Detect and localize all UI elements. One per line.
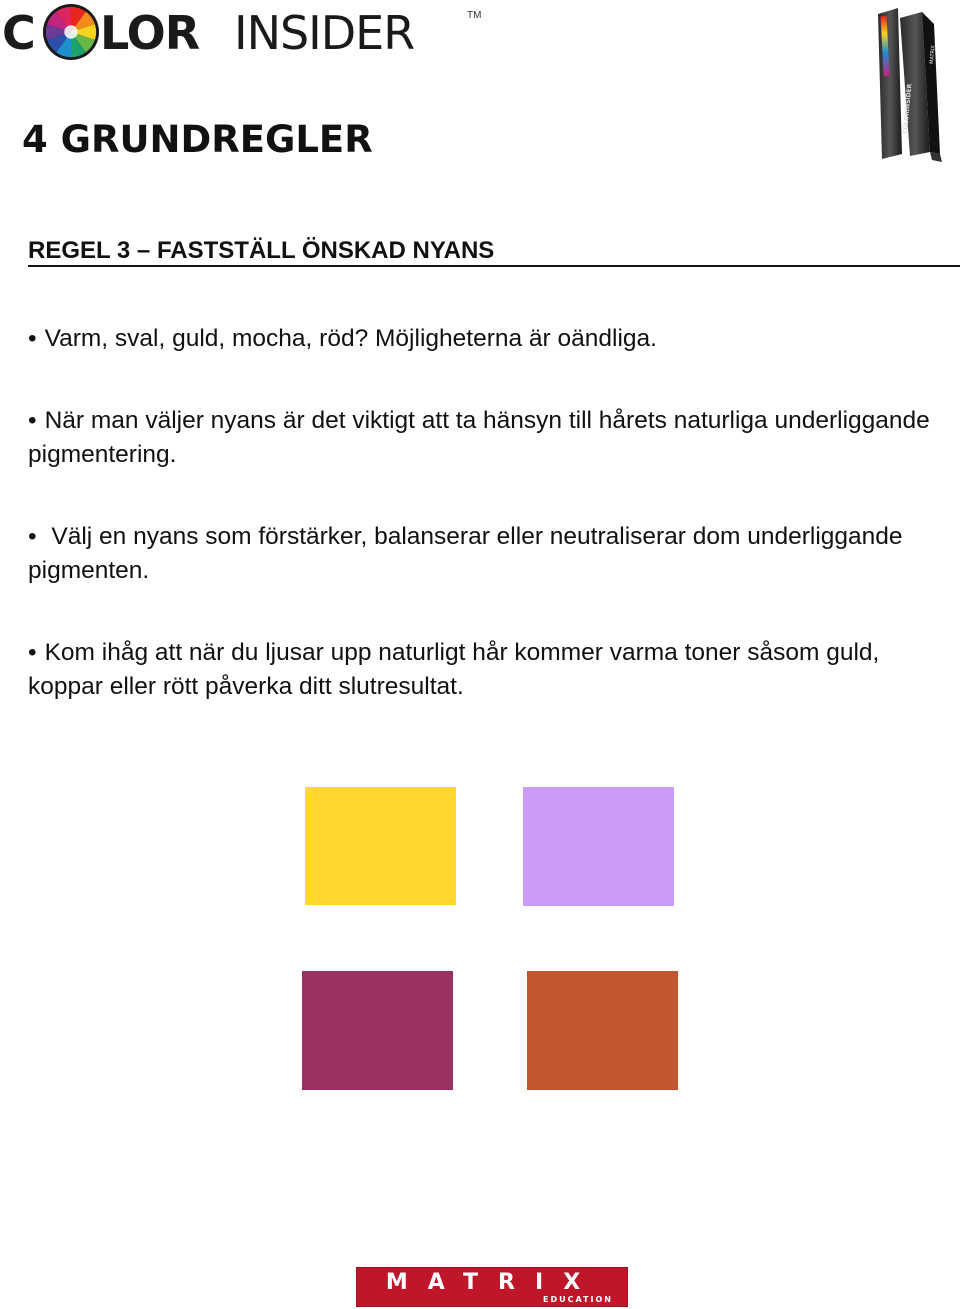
bullet-item	[28, 520, 953, 588]
logo-letters-lor: LOR	[100, 6, 200, 60]
bullet-symbol: •	[28, 407, 37, 434]
color-swatch-yellow	[305, 787, 456, 905]
bullet-item	[28, 636, 953, 704]
product-maker-text: MATRIX	[929, 44, 937, 65]
bullet-symbol: •	[28, 639, 37, 666]
rule-heading: REGEL 3 – FASTSTÄLL ÖNSKAD NYANS	[28, 237, 495, 264]
bullet-symbol: •	[28, 325, 37, 352]
bullet-text: Välj en nyans som förstärker, balanserar eller neutraliserar dom underliggande pigmenten.	[28, 523, 910, 584]
logo-letters-insider: INSIDER	[234, 6, 415, 60]
bullet-text: Varm, sval, guld, mocha, röd? Möjligheterna är oändliga.	[44, 325, 657, 352]
matrix-wordmark: MATRIX	[385, 1270, 601, 1295]
bullet-item	[28, 322, 953, 356]
product-tube-image	[870, 4, 950, 164]
matrix-education-logo	[356, 1267, 628, 1307]
logo-letter-c: C	[2, 6, 35, 60]
education-label: EDUCATION	[543, 1295, 613, 1304]
colorinsider-logo	[0, 0, 490, 68]
bullet-list	[28, 322, 953, 752]
section-heading-row	[28, 237, 960, 267]
page-title: 4 GRUNDREGLER	[22, 118, 373, 161]
color-wheel-icon	[42, 3, 100, 61]
bullet-symbol: •	[28, 523, 37, 550]
color-swatch-berry	[302, 971, 453, 1090]
trademark-mark: TM	[467, 10, 482, 21]
bullet-text: Kom ihåg att när du ljusar upp naturligt hår kommer varma toner såsom guld, koppar eller rött påverka ditt slutresultat.	[28, 639, 880, 700]
color-swatch-lilac	[523, 787, 674, 906]
color-swatch-copper	[527, 971, 678, 1090]
bullet-text: När man väljer nyans är det viktigt att ta hänsyn till hårets naturliga underliggande pigmentering.	[28, 407, 930, 468]
bullet-item	[28, 404, 953, 472]
product-brand-text: COLORINSIDER	[902, 83, 914, 135]
